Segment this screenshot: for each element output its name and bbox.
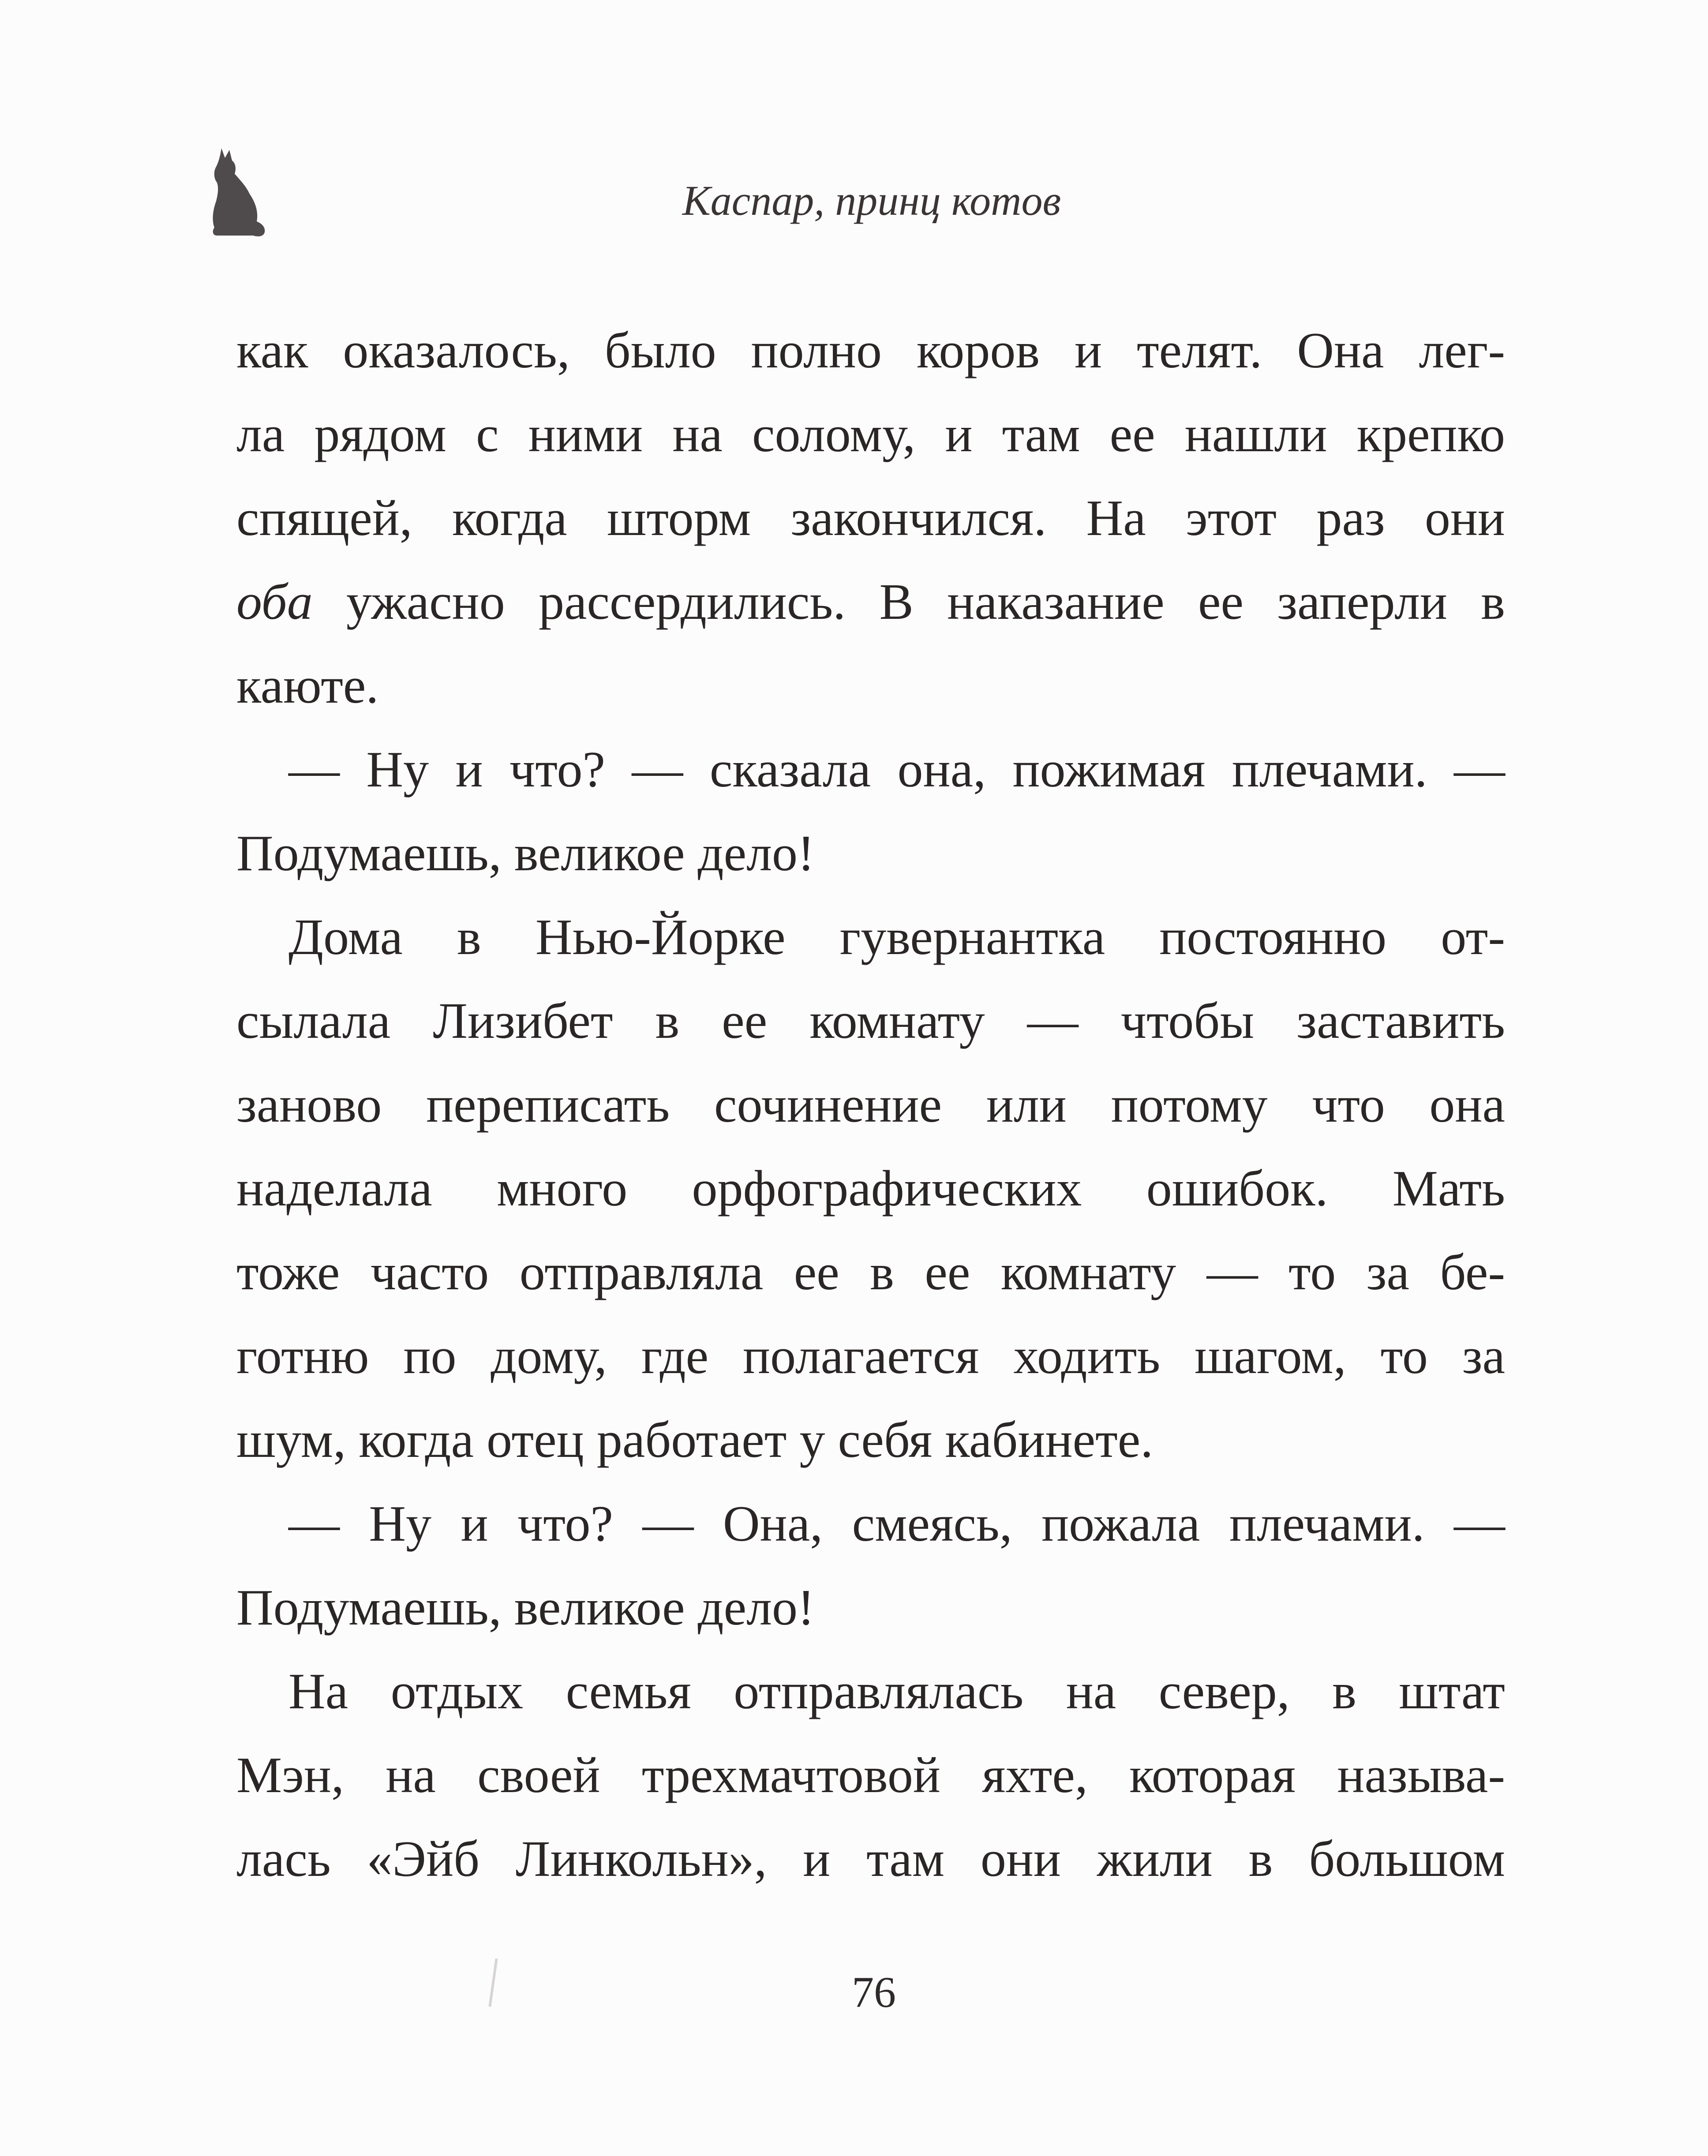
text-line: готню по дому, где полагается ходить шагом, то за <box>236 1328 1505 1385</box>
emphasis-word: оба <box>236 574 313 630</box>
text-line: — Ну и что? — Она, смеясь, пожала плечами. — <box>288 1496 1505 1552</box>
text-line: Подумаешь, великое дело! <box>236 1580 815 1636</box>
running-head: Каспар, принц котов <box>682 177 1061 224</box>
text-line: На отдых семья отправлялась на север, в штат <box>288 1663 1505 1720</box>
page-number: 76 <box>852 1968 896 2017</box>
text-line: сылала Лизибет в ее комнату — чтобы заставить <box>236 993 1505 1049</box>
text-line: заново переписать сочинение или потому что она <box>236 1077 1505 1133</box>
text-line: каюте. <box>236 658 379 714</box>
text-line: Подумаешь, великое дело! <box>236 825 815 882</box>
text-line <box>236 560 1505 644</box>
text-line: шум, когда отец работает у себя кабинете. <box>236 1412 1154 1468</box>
text-line: Дома в Нью-Йорке гувернантка постоянно от- <box>288 909 1505 966</box>
body-text <box>236 309 1505 1901</box>
text-line-rest: ужасно рассердились. В наказание ее заперли в <box>312 574 1505 630</box>
text-line: как оказалось, было полно коров и телят. Она лег- <box>236 322 1505 379</box>
text-line: тоже часто отправляла ее в ее комнату — то за бе- <box>236 1244 1505 1301</box>
text-line: наделала много орфографических ошибок. Мать <box>236 1160 1505 1217</box>
text-line: — Ну и что? — сказала она, пожимая плечами. — <box>288 741 1505 798</box>
text-line: спящей, когда шторм закончился. На этот раз они <box>236 490 1505 546</box>
text-line: лась «Эйб Линкольн», и там они жили в большом <box>236 1831 1505 1887</box>
text-line: Мэн, на своей трехмачтовой яхте, которая называ- <box>236 1747 1505 1804</box>
text-line: ла рядом с ними на солому, и там ее нашли крепко <box>236 406 1505 463</box>
